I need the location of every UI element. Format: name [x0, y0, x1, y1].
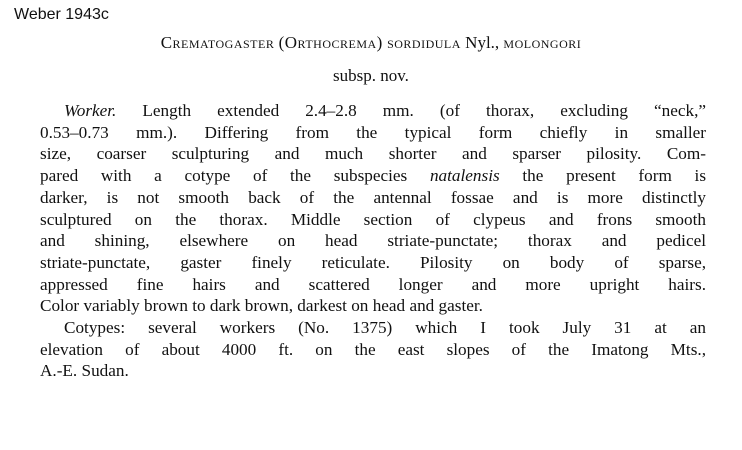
text-line: Cotypes: several workers (No. 1375) which I took July 31 at an	[64, 318, 706, 338]
taxon-natalensis: natalensis	[429, 166, 500, 186]
cotypes-paragraph	[40, 317, 706, 382]
text-line	[40, 165, 706, 187]
taxon-heading	[0, 33, 742, 53]
description-body	[40, 100, 706, 382]
species-name: sordidula	[387, 33, 461, 52]
text-line: sculptured on the thorax. Middle section of clypeus and frons smooth	[40, 209, 706, 229]
subgenus-name: (Orthocrema)	[278, 33, 383, 52]
text-line: 0.53–0.73 mm.). Differing from the typical form chiefly in smaller	[40, 122, 706, 142]
text-line: darker, is not smooth back of the antennal fossae and is more distinctly	[40, 187, 706, 207]
taxon-status: subsp. nov.	[333, 66, 409, 85]
caste-label: Worker.	[64, 101, 117, 120]
text-line: appressed fine hairs and scattered longer and more upright hairs.	[40, 274, 706, 294]
source-tag: Weber 1943c	[14, 6, 109, 23]
text-line: Color variably brown to dark brown, darkest on head and gaster.	[40, 296, 483, 316]
genus-name: Crematogaster	[160, 33, 275, 52]
text-line: and shining, elsewhere on head striate-punctate; thorax and pedicel	[40, 231, 706, 251]
line-text: Length extended 2.4–2.8 mm. (of thorax, excluding “neck,”	[142, 101, 707, 120]
line-text: pared with a cotype of the subspecies	[40, 166, 408, 186]
text-line: size, coarser sculpturing and much shorter and sparser pilosity. Com-	[40, 144, 706, 164]
worker-paragraph	[40, 100, 706, 317]
text-line: striate-punctate, gaster finely reticulate. Pilosity on body of sparse,	[40, 252, 706, 272]
subspecies-name: molongori	[503, 33, 582, 52]
line-text: the present form is	[522, 166, 707, 186]
text-line: elevation of about 4000 ft. on the east slopes of the Imatong Mts.,	[40, 339, 706, 359]
species-author: Nyl.,	[465, 33, 500, 52]
text-line: A.-E. Sudan.	[40, 361, 129, 381]
text-line	[40, 100, 706, 122]
